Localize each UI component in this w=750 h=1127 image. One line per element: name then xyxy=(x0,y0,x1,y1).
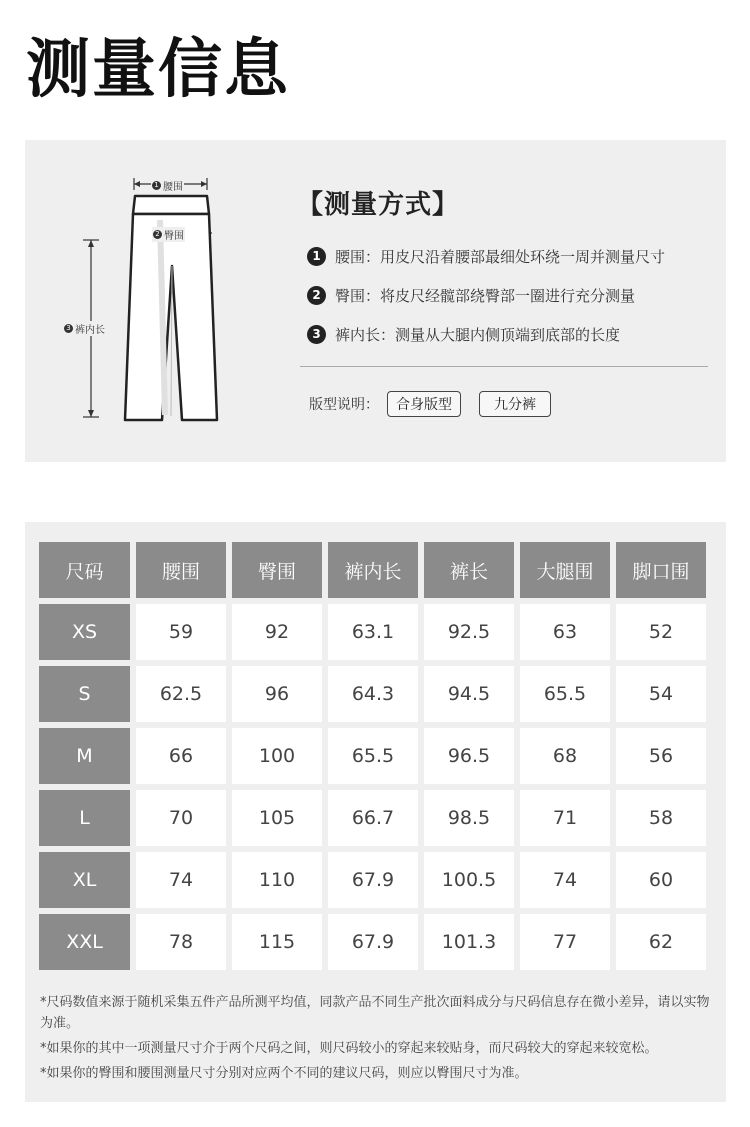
table-cell: 78 xyxy=(136,914,226,970)
table-cell: 96.5 xyxy=(424,728,514,784)
inseam-label xyxy=(63,321,106,336)
size-chart-panel xyxy=(25,522,726,1102)
header-length: 裤长 xyxy=(424,542,514,598)
method-title: 【测量方式】 xyxy=(297,190,460,220)
table-row xyxy=(39,914,706,970)
size-table xyxy=(33,536,712,976)
table-cell: 60 xyxy=(616,852,706,908)
size-notes xyxy=(40,992,710,1088)
size-cell: L xyxy=(39,790,130,846)
table-cell: 63.1 xyxy=(328,604,418,660)
header-size: 尺码 xyxy=(39,542,130,598)
hip-label-text: 臀围 xyxy=(164,231,184,242)
table-cell: 66.7 xyxy=(328,790,418,846)
fit-tag-regular: 合身版型 xyxy=(387,391,461,417)
measurement-method-panel xyxy=(25,140,726,462)
table-cell: 65.5 xyxy=(328,728,418,784)
header-thigh: 大腿围 xyxy=(520,542,610,598)
table-cell: 70 xyxy=(136,790,226,846)
table-cell: 67.9 xyxy=(328,852,418,908)
table-cell: 62 xyxy=(616,914,706,970)
divider xyxy=(300,366,708,367)
table-cell: 59 xyxy=(136,604,226,660)
table-row xyxy=(39,790,706,846)
table-cell: 56 xyxy=(616,728,706,784)
fit-label: 版型说明： xyxy=(309,397,379,413)
pants-diagram xyxy=(25,140,285,462)
table-cell: 110 xyxy=(232,852,322,908)
step-2-icon: 2 xyxy=(307,286,326,305)
number-2-icon: 2 xyxy=(153,230,162,239)
table-row xyxy=(39,728,706,784)
page-title: 测量信息 xyxy=(26,33,290,107)
inseam-label-text: 裤内长 xyxy=(75,325,105,336)
size-cell: XL xyxy=(39,852,130,908)
size-cell: XXL xyxy=(39,914,130,970)
note-item: *如果你的其中一项测量尺寸介于两个尺码之间，则尺码较小的穿起来较贴身，而尺码较大的穿起来较宽松。 xyxy=(40,1041,658,1056)
step-1-icon: 1 xyxy=(307,247,326,266)
number-1-icon: 1 xyxy=(152,181,161,190)
table-cell: 62.5 xyxy=(136,666,226,722)
table-row xyxy=(39,604,706,660)
table-header-row xyxy=(39,542,706,598)
table-cell: 100.5 xyxy=(424,852,514,908)
fit-description xyxy=(309,391,551,417)
table-cell: 71 xyxy=(520,790,610,846)
header-leg-opening: 脚口围 xyxy=(616,542,706,598)
table-cell: 52 xyxy=(616,604,706,660)
size-cell: M xyxy=(39,728,130,784)
table-cell: 105 xyxy=(232,790,322,846)
method-item-hip xyxy=(307,285,665,305)
header-hip: 臀围 xyxy=(232,542,322,598)
table-row xyxy=(39,852,706,908)
table-cell: 68 xyxy=(520,728,610,784)
method-item-text: 臀围：将皮尺经髋部绕臀部一圈进行充分测量 xyxy=(335,286,636,305)
table-cell: 101.3 xyxy=(424,914,514,970)
table-row xyxy=(39,666,706,722)
table-cell: 74 xyxy=(136,852,226,908)
table-cell: 58 xyxy=(616,790,706,846)
table-cell: 66 xyxy=(136,728,226,784)
table-cell: 115 xyxy=(232,914,322,970)
header-inseam: 裤内长 xyxy=(328,542,418,598)
waist-label xyxy=(151,178,184,193)
table-cell: 74 xyxy=(520,852,610,908)
table-cell: 92.5 xyxy=(424,604,514,660)
table-cell: 77 xyxy=(520,914,610,970)
hip-label xyxy=(152,227,185,242)
table-cell: 94.5 xyxy=(424,666,514,722)
size-cell: S xyxy=(39,666,130,722)
header-waist: 腰围 xyxy=(136,542,226,598)
table-cell: 92 xyxy=(232,604,322,660)
fit-tag-ankle-length: 九分裤 xyxy=(479,391,551,417)
method-item-text: 腰围：用皮尺沿着腰部最细处环绕一周并测量尺寸 xyxy=(335,247,666,266)
table-cell: 98.5 xyxy=(424,790,514,846)
table-cell: 65.5 xyxy=(520,666,610,722)
table-cell: 63 xyxy=(520,604,610,660)
table-cell: 54 xyxy=(616,666,706,722)
number-3-icon: 3 xyxy=(64,324,73,333)
step-3-icon: 3 xyxy=(307,325,326,344)
method-item-inseam xyxy=(307,324,665,344)
table-cell: 100 xyxy=(232,728,322,784)
method-item-waist xyxy=(307,246,665,266)
note-item: *如果你的臀围和腰围测量尺寸分别对应两个不同的建议尺码，则应以臀围尺寸为准。 xyxy=(40,1066,528,1081)
note-item: *尺码数值来源于随机采集五件产品所测平均值，同款产品不同生产批次面料成分与尺码信息存在微小差异，请以实物为准。 xyxy=(40,995,710,1031)
size-cell: XS xyxy=(39,604,130,660)
waist-label-text: 腰围 xyxy=(163,182,183,193)
table-cell: 64.3 xyxy=(328,666,418,722)
method-item-text: 裤内长：测量从大腿内侧顶端到底部的长度 xyxy=(335,325,621,344)
table-cell: 67.9 xyxy=(328,914,418,970)
method-list xyxy=(307,246,665,363)
table-cell: 96 xyxy=(232,666,322,722)
